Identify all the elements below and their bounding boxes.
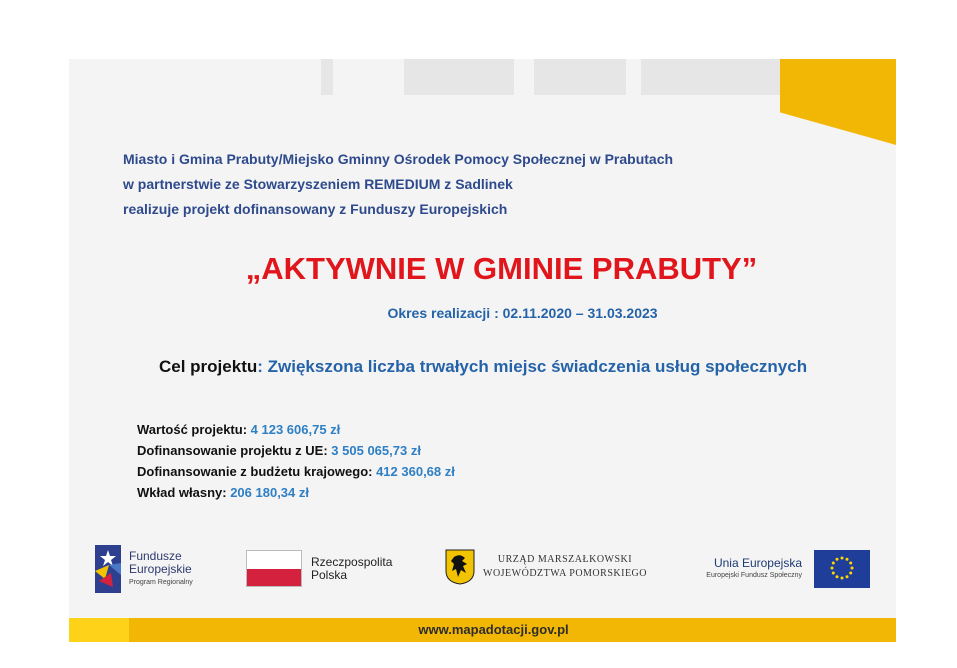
fe-line: Europejskie (129, 561, 192, 576)
unia-europejska-logo (706, 550, 870, 588)
finance-value: 206 180,34 zł (230, 485, 309, 500)
um-line: URZĄD MARSZAŁKOWSKI (497, 554, 633, 565)
finance-row (137, 461, 455, 482)
finance-list (137, 419, 455, 503)
header-line: realizuje projekt dofinansowany z Funduszy Europejskich (123, 201, 508, 217)
fe-star-icon (95, 545, 121, 593)
header-line: Miasto i Gmina Prabuty/Miejsko Gminny Ośrodek Pomocy Społecznej w Prabutach (123, 151, 674, 167)
footer-bar (69, 618, 896, 642)
poster (69, 59, 896, 642)
project-title: „AKTYWNIE W GMINIE PRABUTY” (245, 251, 758, 286)
finance-label: Wartość projektu: (137, 422, 251, 437)
project-goal (159, 357, 807, 377)
finance-label: Dofinansowanie z budżetu krajowego: (137, 464, 377, 479)
goal-label: Cel projektu (159, 357, 258, 376)
ue-line: Unia Europejska (713, 556, 802, 570)
finance-value: 412 360,68 zł (376, 464, 455, 479)
decorative-strip (641, 59, 781, 95)
rzeczpospolita-logo (246, 550, 392, 587)
rp-line: Polska (311, 567, 348, 582)
logo-bar (69, 545, 896, 595)
decorative-strip (534, 59, 626, 95)
eu-flag-icon (814, 550, 870, 588)
finance-value: 4 123 606,75 zł (250, 422, 341, 437)
fundusze-europejskie-logo (95, 545, 193, 593)
header-line: w partnerstwie ze Stowarzyszeniem REMEDIUM z Sadlinek (123, 176, 513, 192)
finance-row (137, 440, 455, 461)
finance-row (137, 419, 455, 440)
finance-value: 3 505 065,73 zł (331, 443, 421, 458)
finance-label: Wkład własny: (137, 485, 231, 500)
footer-url: www.mapadotacji.gov.pl (418, 622, 569, 637)
yellow-corner-tab (780, 59, 896, 145)
um-line: WOJEWÓDZTWA POMORSKIEGO (483, 568, 647, 579)
fe-subline: Program Regionalny (129, 578, 193, 586)
decorative-strip (404, 59, 514, 95)
polish-flag-icon (246, 550, 302, 587)
rp-line: Rzeczpospolita (311, 554, 393, 569)
header-text (123, 147, 673, 222)
finance-label: Dofinansowanie projektu z UE: (137, 443, 332, 458)
goal-value: : Zwiększona liczba trwałych miejsc świadczenia usług społecznych (257, 357, 808, 376)
fe-line: Fundusze (129, 548, 182, 563)
griffin-coat-of-arms-icon (445, 549, 475, 585)
finance-row (137, 482, 455, 503)
realization-period: Okres realizacji : 02.11.2020 – 31.03.2023 (387, 305, 658, 321)
ue-subline: Europejski Fundusz Społeczny (706, 572, 802, 579)
decorative-strip (321, 59, 333, 95)
urzad-marszalkowski-logo (445, 549, 647, 585)
